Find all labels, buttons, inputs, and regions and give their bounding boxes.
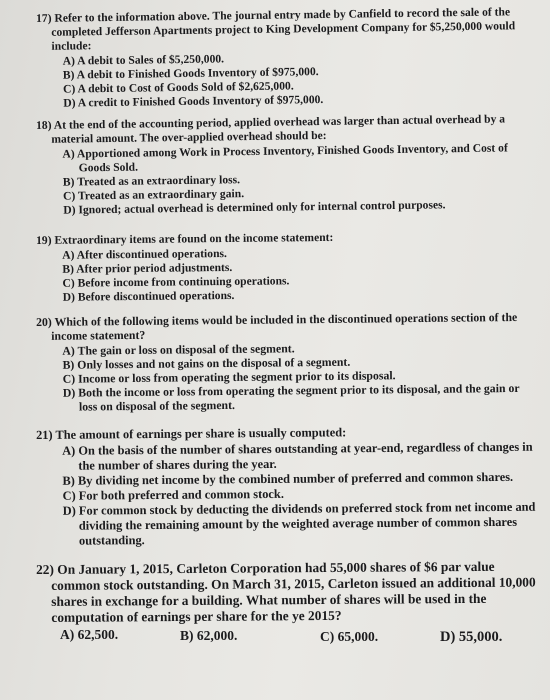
question-stem: 17) Refer to the information above. The journal entry made by Canfield to record the sale of the completed Jefferson Apartments project to King Development Company for $5,250,000 would include: bbox=[36, 5, 516, 53]
option-d: D) Before discontinued operations. bbox=[62, 288, 235, 304]
question-19 bbox=[36, 229, 517, 305]
option-c: C) 65,000. bbox=[320, 629, 379, 644]
option-d: D) Both the income or loss from operating the segment prior to its disposal, and the gain or loss on disposal of the segment. bbox=[62, 380, 520, 414]
question-stem: 20) Which of the following items would be included in the discontinued operations section of the income statement? bbox=[36, 309, 518, 343]
option-a: A) Apportioned among Work in Process Inventory, Finished Goods Inventory, and Cost of Goods Sold. bbox=[62, 141, 508, 175]
question-stem: 19) Extraordinary items are found on the income statement: bbox=[36, 230, 334, 247]
question-18 bbox=[36, 112, 527, 218]
option-b: B) 62,000. bbox=[180, 628, 238, 643]
option-d: D) Ignored; actual overhead is determined only for internal control purposes. bbox=[63, 198, 446, 217]
option-c: C) Income or loss from operating the segment prior to its disposal. bbox=[62, 368, 396, 386]
question-stem: 22) On January 1, 2015, Carleton Corporation had 55,000 shares of $6 par value common stock outstanding. On March 31, 2015, Carleton issued an additional 10,000 shares in exchange for a building. What number of shares will be used in the computation of earnings per share for the ye 2015? bbox=[36, 558, 536, 625]
option-c: C) Treated as an extraordinary gain. bbox=[62, 187, 245, 203]
question-stem: 18) At the end of the accounting period, applied overhead was larger than actual overhead by a material amount. The over-applied overhead should be: bbox=[36, 112, 506, 146]
option-b: B) A debit to Finished Goods Inventory of $975,000. bbox=[62, 65, 319, 82]
option-b: B) Only losses and not gains on the disposal of a segment. bbox=[62, 354, 351, 372]
option-b: B) After prior period adjustments. bbox=[62, 260, 233, 276]
question-20 bbox=[36, 310, 537, 414]
question-22-options bbox=[60, 627, 540, 647]
option-d: D) A credit to Finished Goods Inventory of $975,000. bbox=[63, 92, 324, 110]
question-22 bbox=[36, 558, 542, 626]
option-d: D) 55,000. bbox=[440, 629, 503, 645]
option-c: C) Before income from continuing operations. bbox=[62, 274, 290, 290]
option-c: C) A debit to Cost of Goods Sold of $2,625,000. bbox=[62, 79, 294, 96]
option-c: C) For both preferred and common stock. bbox=[62, 486, 284, 503]
option-a: A) 62,500. bbox=[60, 627, 119, 642]
option-a: A) After discontinued operations. bbox=[62, 247, 227, 262]
option-d: D) For common stock by deducting the dividends on preferred stock from net income and dividing the remaining amount by the weighted average number of common shares outstanding. bbox=[62, 499, 536, 548]
option-a: A) A debit to Sales of $5,250,000. bbox=[62, 52, 225, 68]
question-stem: 21) The amount of earnings per share is usually computed: bbox=[36, 425, 347, 442]
option-a: A) On the basis of the number of shares outstanding at year-end, regardless of changes in the number of shares during the year. bbox=[62, 439, 533, 473]
option-a: A) The gain or loss on disposal of the segment. bbox=[62, 341, 295, 358]
option-b: B) By dividing net income by the combined number of preferred and common shares. bbox=[62, 469, 514, 488]
option-b: B) Treated as an extraordinary loss. bbox=[62, 173, 241, 189]
question-17 bbox=[36, 5, 517, 111]
question-21 bbox=[36, 424, 537, 549]
